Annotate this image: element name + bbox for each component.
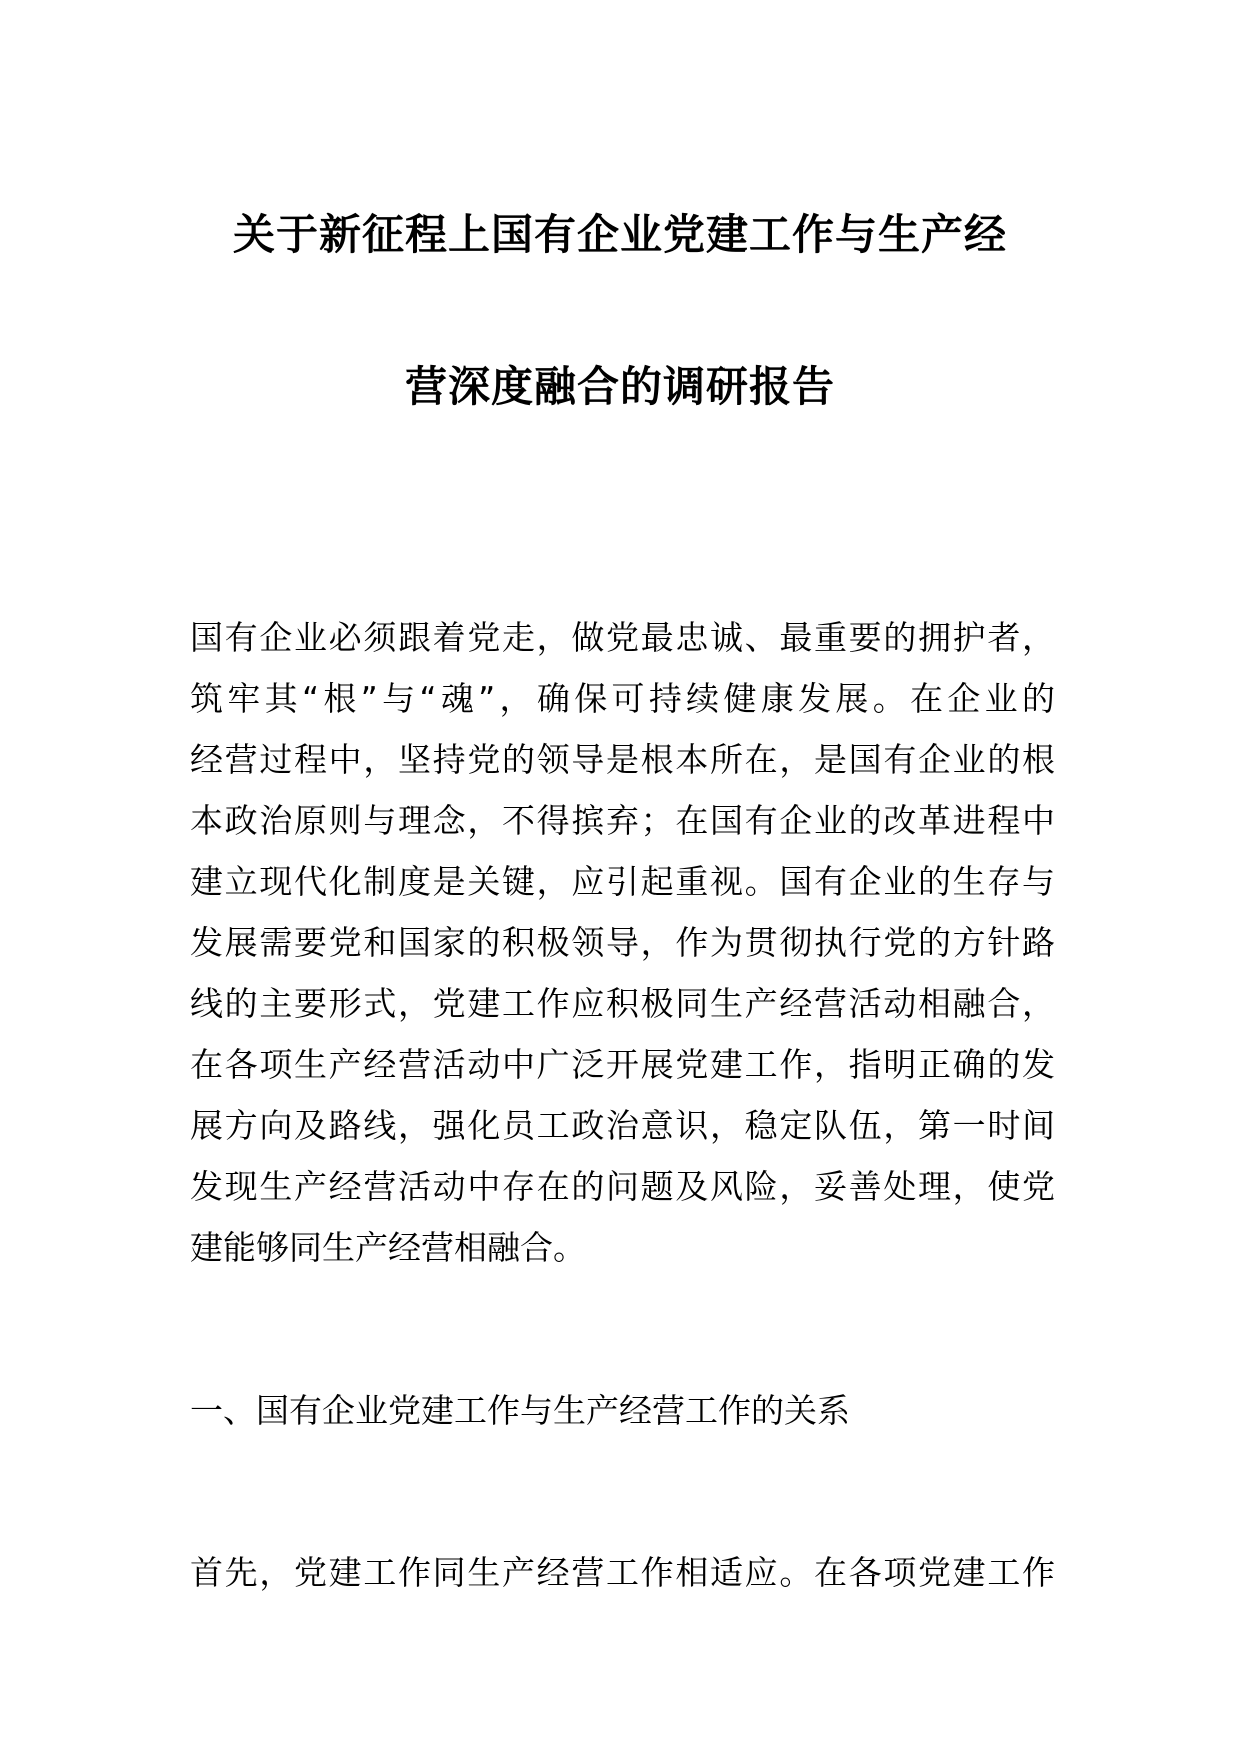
intro-paragraph-line: 建能够同生产经营相融合。 bbox=[190, 1228, 586, 1267]
document-title-line-2: 营深度融合的调研报告 bbox=[404, 362, 835, 411]
intro-paragraph-line: 经营过程中，坚持党的领导是根本所在，是国有企业的根 bbox=[190, 740, 1055, 779]
intro-paragraph-line: 线的主要形式，党建工作应积极同生产经营活动相融合， bbox=[190, 984, 1055, 1023]
intro-paragraph-line: 国有企业必须跟着党走，做党最忠诚、最重要的拥护者， bbox=[190, 618, 1055, 657]
document-title-line-1: 关于新征程上国有企业党建工作与生产经 bbox=[232, 210, 1007, 259]
intro-paragraph-line: 建立现代化制度是关键，应引起重视。国有企业的生存与 bbox=[190, 862, 1055, 901]
intro-paragraph-line: 本政治原则与理念，不得摈弃；在国有企业的改革进程中 bbox=[190, 801, 1055, 840]
section-1-paragraph-line: 首先，党建工作同生产经营工作相适应。在各项党建工作 bbox=[190, 1553, 1055, 1592]
intro-paragraph-line: 发现生产经营活动中存在的问题及风险，妥善处理，使党 bbox=[190, 1167, 1055, 1206]
intro-paragraph-line: 展方向及路线，强化员工政治意识，稳定队伍，第一时间 bbox=[190, 1106, 1055, 1145]
section-1-heading: 一、国有企业党建工作与生产经营工作的关系 bbox=[190, 1391, 850, 1430]
intro-paragraph-line: 在各项生产经营活动中广泛开展党建工作，指明正确的发 bbox=[190, 1045, 1055, 1084]
intro-paragraph-line: 发展需要党和国家的积极领导，作为贯彻执行党的方针路 bbox=[190, 923, 1055, 962]
intro-paragraph-line: 筑牢其“根”与“魂”，确保可持续健康发展。在企业的 bbox=[190, 679, 1055, 718]
